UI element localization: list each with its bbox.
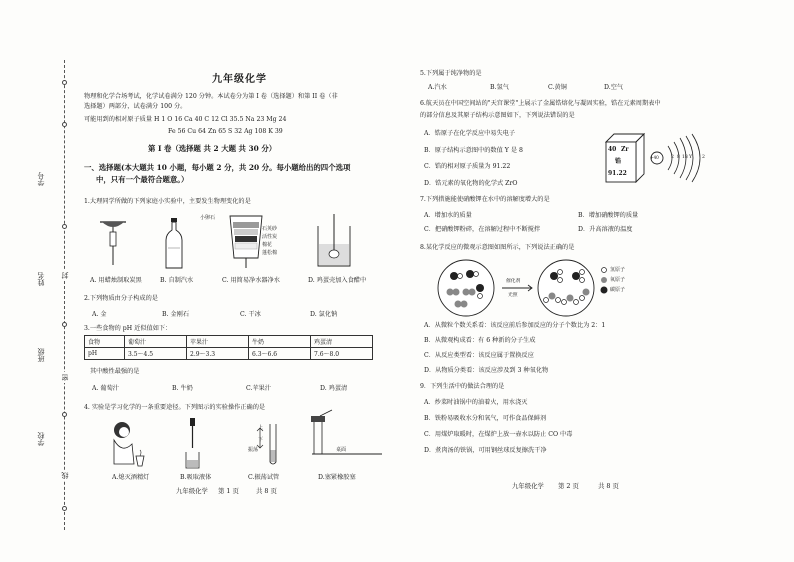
seal-char-mi: 密 <box>61 374 69 381</box>
q5-option-c: C.黄铜 <box>548 84 567 91</box>
shell-electrons-3: 18 <box>682 155 688 160</box>
q4-stem: 4. 实验是学习化学的一条重要途径。下列图示的实验操作正确的是 <box>84 404 266 411</box>
table-row <box>85 336 373 348</box>
water-filter-figure <box>230 216 262 268</box>
q9-stem: 9．下列生活中的做法合理的是 <box>420 383 505 390</box>
legend-carbon: 碳原子 <box>610 287 626 293</box>
q3-option-a: A. 葡萄汁 <box>92 385 119 392</box>
binding-hole <box>62 224 67 229</box>
q7-option-c: C．把硝酸钾粉碎，在溶解过程中不断搅拌 <box>424 226 541 233</box>
candle-plate-figure <box>100 222 126 265</box>
q1-option-d: D. 鸡蛋壳加入食醋中 <box>308 277 367 284</box>
q4-option-d: D.塞紧橡胶塞 <box>318 474 356 481</box>
intro-line-1: 物理和化学合场考试，化学试卷满分 120 分钟。本试卷分为第 I 卷（选择题）和第 II 卷（非 <box>84 93 338 100</box>
binding-hole <box>62 80 67 85</box>
q4-fig-label-table: 桌面 <box>336 447 347 453</box>
q2-option-d: D. 氯化钠 <box>310 311 338 318</box>
reaction-condition-catalyst: 催化剂 <box>506 279 521 284</box>
ph-table <box>84 335 373 360</box>
q1-fig-label-3: 活性炭 <box>262 234 278 240</box>
seal-char-feng: 封 <box>61 272 69 279</box>
q4-fig-label-shake: 振荡 <box>248 447 259 453</box>
q7-option-d: D．升高溶液的温度 <box>578 226 633 233</box>
q8-option-b: B．从微观构成看：有 6 种新的分子生成 <box>424 337 536 344</box>
girl-blowing-lamp-figure <box>114 422 144 466</box>
table-row <box>85 348 373 360</box>
table-header-cell: 葡萄汁 <box>125 336 187 348</box>
part-one-header: 第 I 卷（选择题 共 2 大题 共 30 分） <box>148 144 277 153</box>
legend-hydrogen: 氢原子 <box>610 267 626 273</box>
q8-option-c: C．从反应类型看：该反应属于置换反应 <box>424 352 534 359</box>
legend-oxygen: 氧原子 <box>610 277 626 283</box>
binding-hole <box>62 322 67 327</box>
q7-option-b: B．增加硝酸钾的质量 <box>578 212 639 219</box>
q5-option-b: B.氢气 <box>490 84 509 91</box>
q9-option-d: D．煮肉汤的铁锅，可用钢丝球反复擦洗干净 <box>424 447 547 454</box>
q3-option-d: D. 鸡蛋清 <box>320 385 348 392</box>
table-row-label: pH <box>85 348 125 360</box>
soda-bottle-figure <box>166 218 182 268</box>
footer-page-total: 共 8 页 <box>598 482 619 490</box>
q4-fig-label-down: 下 <box>258 437 264 443</box>
q1-option-b: B. 自制汽水 <box>160 277 194 284</box>
footer-page-number: 第 2 页 <box>558 482 579 490</box>
element-atomic-mass: 91.22 <box>608 170 627 177</box>
q9-option-b: B．铁粉易吸收水分和氧气，可作食品保鲜剂 <box>424 415 547 422</box>
q3-option-c: C.苹果汁 <box>246 385 272 392</box>
reaction-micro-diagram <box>436 258 616 318</box>
q8-stem: 8.某化学反应的微观示意图如图所示，下列说法正确的是 <box>420 244 575 251</box>
q2-option-b: B. 金刚石 <box>162 311 190 318</box>
footer-subject: 九年级化学 <box>176 487 208 495</box>
reaction-condition-light: 光照 <box>508 293 518 298</box>
q6-stem-line-1: 6.航天员在中国空间站的"天宫课堂"上展示了金属锆熔化与凝固实验，锆在元素周期表中 <box>420 100 661 107</box>
shell-electrons-5: 2 <box>702 155 705 160</box>
q5-option-a: A.汽水 <box>428 84 447 91</box>
q1-fig-label-5: 蓬松棉 <box>262 250 278 256</box>
q1-fig-label-4: 棉花 <box>262 242 273 248</box>
school-label: 学校 <box>37 432 45 446</box>
q2-stem: 2.下列物质由分子构成的是 <box>84 295 158 302</box>
q3-stem: 3.一些食物的 pH 近似值如下： <box>84 325 172 332</box>
footer-page-number: 第 1 页 <box>218 487 239 495</box>
section-one-line-1: 一、选择题(本大题共 10 小题，每小题 2 分，共 20 分。每小题给出的四个选项 <box>84 163 351 172</box>
q1-fig-label-1: 小卵石 <box>200 215 216 221</box>
q6-stem-line-2: 的部分信息及其原子结构示意图如下，下列说法错误的是 <box>420 112 575 119</box>
seal-char-xian: 线 <box>61 472 69 479</box>
student-id-label: 学号 <box>37 172 45 186</box>
page-title: 九年级化学 <box>212 74 267 85</box>
table-cell: 7.6～8.0 <box>311 348 373 360</box>
section-one-line-2: 中，只有一个最符合题意。） <box>96 175 189 184</box>
binding-hole <box>62 122 67 127</box>
q4-fig-label-up: 上 <box>258 425 264 431</box>
atomic-mass-line-1: 可能用到的相对原子质量 H 1 O 16 Ca 40 C 12 Cl 35.5 Na 23 Mg 24 <box>84 116 287 123</box>
q4-figures <box>92 414 392 472</box>
nucleus-charge: +40 <box>650 155 659 160</box>
binding-strip <box>14 60 84 530</box>
table-header-cell: 鸡蛋清 <box>311 336 373 348</box>
q2-option-a: A. 金 <box>92 311 107 318</box>
q4-option-b: B.吸取液体 <box>180 474 212 481</box>
q8-option-a: A．从微粒个数关系看：该反应前后参加反应的分子个数比为 2：1 <box>424 322 606 329</box>
q6-option-a: A．锆原子在化学反应中易失电子 <box>424 130 516 137</box>
legend-atoms <box>600 266 608 296</box>
q1-figures <box>90 210 390 272</box>
q7-stem: 7.下列措施能使硝酸钾在水中的溶解度增大的是 <box>420 196 550 203</box>
name-label: 姓名 <box>37 272 45 286</box>
q6-option-d: D．锆元素的氧化物的化学式 ZrO <box>424 180 518 187</box>
table-header-cell: 食物 <box>85 336 125 348</box>
binding-hole <box>62 506 67 511</box>
atomic-mass-line-2: Fe 56 Cu 64 Zn 65 S 32 Ag 108 K 39 <box>168 128 283 135</box>
table-header-cell: 苹果汁 <box>187 336 249 348</box>
q1-option-a: A. 用蜡烛制取炭黑 <box>90 277 142 284</box>
class-label: 班级 <box>37 348 45 362</box>
q1-fig-label-2: 石英砂 <box>262 226 278 232</box>
stopper-figure <box>311 410 382 454</box>
q5-stem: 5.下列属于纯净物的是 <box>420 70 482 77</box>
q1-option-c: C. 用简易净水器净水 <box>222 277 280 284</box>
q9-option-c: C．用煤炉取暖时，在煤炉上放一壶水以防止 CO 中毒 <box>424 431 573 438</box>
element-symbol: Zr <box>621 146 629 153</box>
q3-option-b: B. 牛奶 <box>172 385 193 392</box>
binding-hole <box>62 412 67 417</box>
beaker-eggshell-figure <box>318 214 350 266</box>
table-cell: 3.5～4.5 <box>125 348 187 360</box>
table-cell: 2.9～3.3 <box>187 348 249 360</box>
dropper-figure <box>186 418 199 468</box>
q4-option-a: A.熄灭酒精灯 <box>112 474 150 481</box>
footer-page-total: 共 8 页 <box>256 487 277 495</box>
q2-option-c: C. 干冰 <box>240 311 261 318</box>
intro-line-2: 选择题）两部分，试卷满分 100 分。 <box>84 103 187 110</box>
table-cell: 6.3～6.6 <box>249 348 311 360</box>
q4-option-c: C.振荡试管 <box>248 474 280 481</box>
binding-dashed-line <box>64 60 65 530</box>
q8-option-d: D．从物质分类看：该反应涉及到 3 种氧化物 <box>424 367 549 374</box>
element-name: 锆 <box>615 158 622 165</box>
shell-electrons-1: 2 <box>671 155 674 160</box>
table-header-cell: 牛奶 <box>249 336 311 348</box>
q1-stem: 1.大理同学所做的下列家庭小实验中，主要发生物理变化的是 <box>84 198 251 205</box>
q6-option-b: B．原子结构示意图中的数值 Y 是 8 <box>424 147 523 154</box>
q6-option-c: C．锆的相对原子质量为 91.22 <box>424 163 511 170</box>
footer-subject: 九年级化学 <box>512 482 544 490</box>
q3-sub-stem: 其中酸性最强的是 <box>90 368 140 375</box>
shell-electrons-2: 8 <box>677 155 680 160</box>
q9-option-a: A．炒菜时油锅中的油着火，用水浇灭 <box>424 399 528 406</box>
q7-option-a: A．增加水的质量 <box>424 212 472 219</box>
shell-electrons-y: Y <box>689 155 693 160</box>
element-atomic-number: 40 <box>608 146 617 153</box>
q5-option-d: D.空气 <box>604 84 624 91</box>
